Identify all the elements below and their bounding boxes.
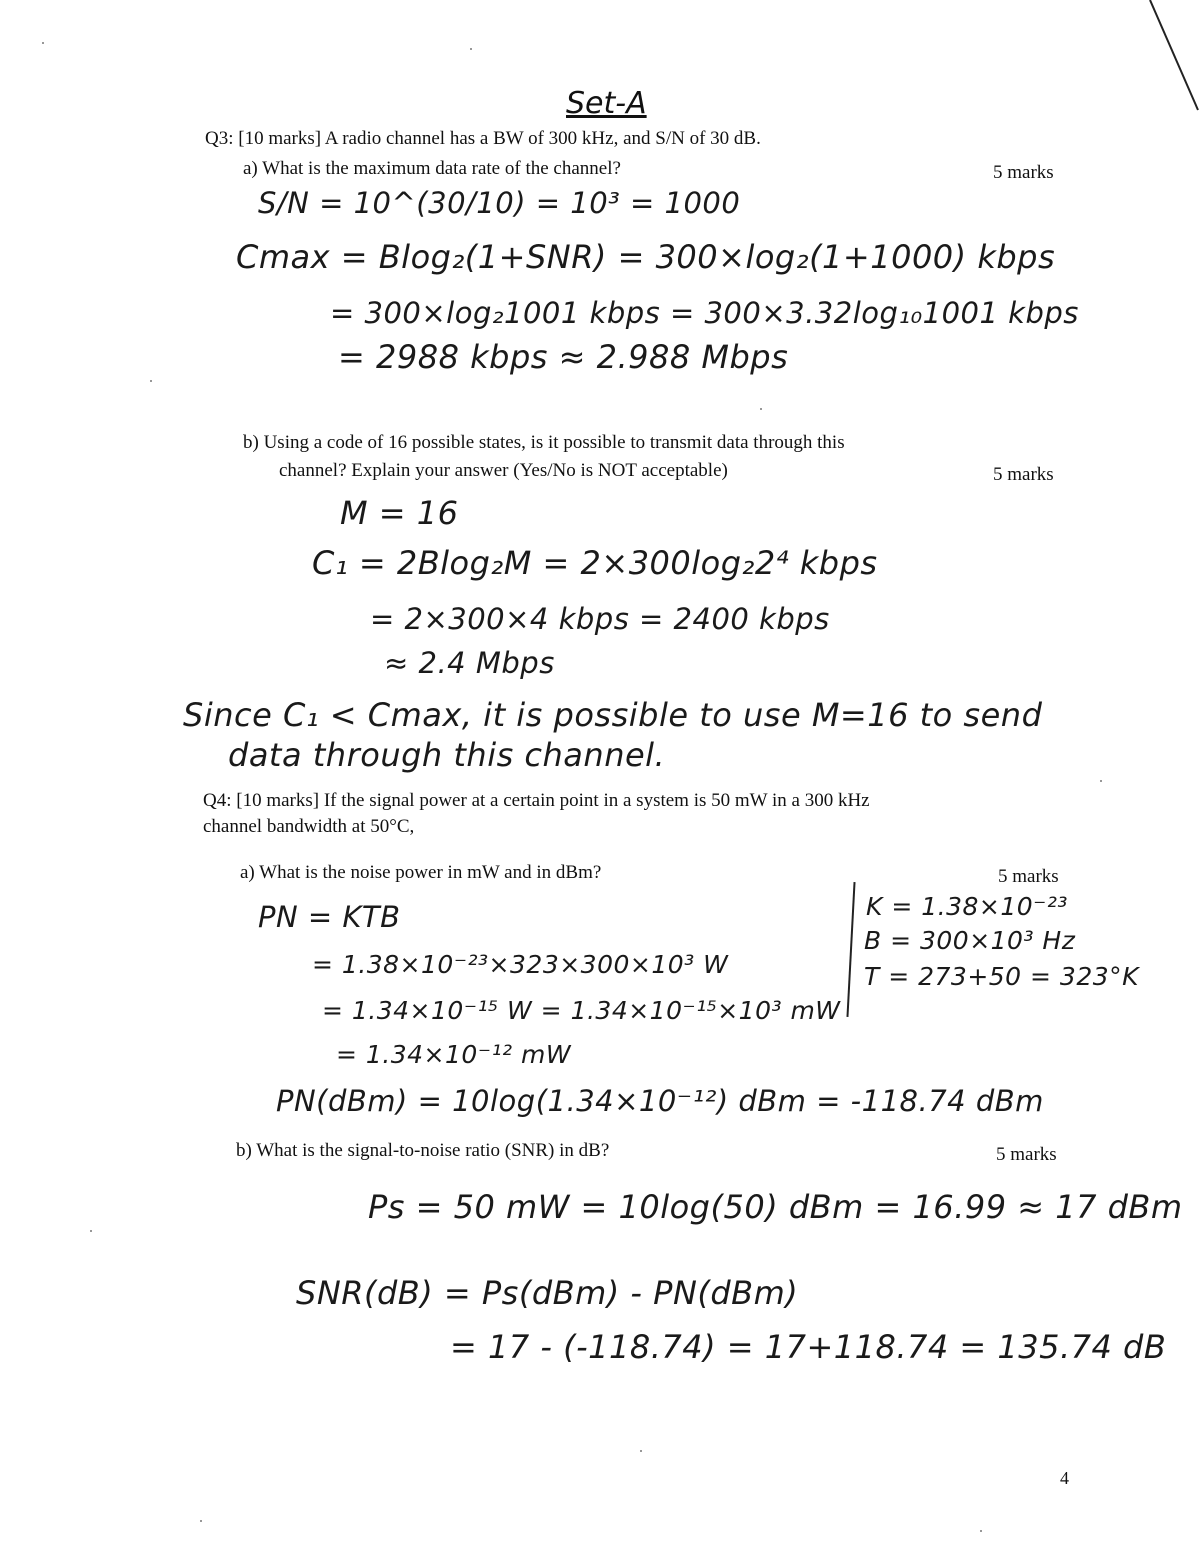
q3b-conclusion-line-2: data through this channel. (228, 736, 666, 774)
scan-speck (200, 1520, 202, 1522)
side-notes-divider (846, 882, 855, 1017)
q4b-marks: 5 marks (996, 1144, 1057, 1165)
scan-speck (1100, 780, 1102, 782)
q3b-conclusion-line-1: Since C₁ < Cmax, it is possible to use M=16 to send (183, 696, 1043, 734)
q4b-work-line-3: = 17 - (-118.74) = 17+118.74 = 135.74 dB (450, 1328, 1167, 1366)
q3b-work-line-2: C₁ = 2Blog₂M = 2×300log₂2⁴ kbps (312, 544, 878, 582)
q4a-question: a) What is the noise power in mW and in dBm? (240, 862, 602, 883)
q4a-side-note-b: B = 300×10³ Hz (864, 926, 1076, 955)
q3a-question: a) What is the maximum data rate of the channel? (243, 158, 621, 179)
q3b-marks: 5 marks (993, 464, 1054, 485)
page-number: 4 (1060, 1468, 1069, 1488)
scan-artifact-line (1140, 0, 1200, 120)
scan-speck (42, 42, 44, 44)
q3a-work-line-4: = 2988 kbps ≈ 2.988 Mbps (338, 338, 789, 376)
q3b-work-line-4: ≈ 2.4 Mbps (384, 646, 555, 680)
scan-speck (470, 48, 472, 50)
q4-stem-line-1: Q4: [10 marks] If the signal power at a certain point in a system is 50 mW in a 300 kHz (203, 790, 870, 811)
q4-stem-line-2: channel bandwidth at 50°C, (203, 816, 415, 837)
q3b-question-line-1: b) Using a code of 16 possible states, is it possible to transmit data through this (243, 432, 845, 453)
q4b-work-line-2: SNR(dB) = Ps(dBm) - PN(dBm) (296, 1274, 799, 1312)
scan-speck (640, 1450, 642, 1452)
scan-speck (760, 408, 762, 410)
scan-speck (980, 1530, 982, 1532)
q3b-work-line-3: = 2×300×4 kbps = 2400 kbps (370, 602, 830, 636)
q3b-question-line-2: channel? Explain your answer (Yes/No is NOT acceptable) (279, 460, 728, 481)
q4b-work-line-1: Ps = 50 mW = 10log(50) dBm = 16.99 ≈ 17 dBm (368, 1188, 1183, 1226)
q3a-work-line-1: S/N = 10^(30/10) = 10³ = 1000 (258, 186, 741, 220)
q4a-side-note-k: K = 1.38×10⁻²³ (866, 892, 1068, 921)
q3b-work-line-1: M = 16 (340, 494, 459, 532)
q4a-work-line-1: PN = KTB (258, 900, 401, 934)
q4a-work-line-2: = 1.38×10⁻²³×323×300×10³ W (312, 950, 729, 979)
q3a-work-line-2: Cmax = Blog₂(1+SNR) = 300×log₂(1+1000) kbps (236, 238, 1056, 276)
q4a-marks: 5 marks (998, 866, 1059, 887)
q4b-question: b) What is the signal-to-noise ratio (SNR) in dB? (236, 1140, 610, 1161)
q4a-work-line-3: = 1.34×10⁻¹⁵ W = 1.34×10⁻¹⁵×10³ mW (322, 996, 841, 1025)
q3a-work-line-3: = 300×log₂1001 kbps = 300×3.32log₁₀1001 kbps (330, 296, 1079, 330)
q4a-side-note-t: T = 273+50 = 323°K (864, 962, 1140, 991)
q3-stem: Q3: [10 marks] A radio channel has a BW of 300 kHz, and S/N of 30 dB. (205, 128, 761, 149)
q4a-work-line-4: = 1.34×10⁻¹² mW (336, 1040, 572, 1069)
q3a-marks: 5 marks (993, 162, 1054, 183)
scan-speck (150, 380, 152, 382)
q4a-work-line-5: PN(dBm) = 10log(1.34×10⁻¹²) dBm = -118.74 dBm (276, 1084, 1044, 1118)
set-title: Set-A (566, 86, 647, 121)
scan-speck (90, 1230, 92, 1232)
